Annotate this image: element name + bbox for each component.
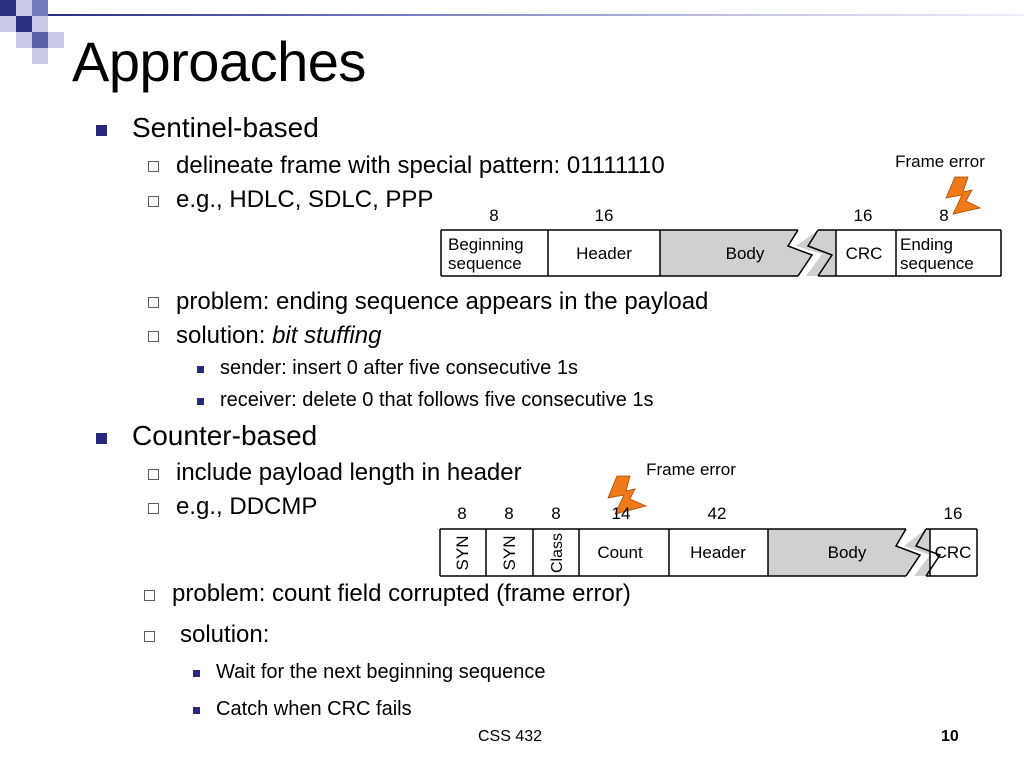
- counter-item-examples: e.g., DDCMP: [176, 493, 318, 520]
- bits-syn2: 8: [504, 504, 514, 523]
- field-begin-line1: Beginning: [448, 235, 524, 254]
- bits-header: 16: [594, 206, 614, 225]
- sentinel-item-pattern: delineate frame with special pattern: 01111110: [176, 152, 665, 179]
- heading-sentinel: Sentinel-based: [132, 112, 319, 143]
- page-number: 10: [941, 728, 959, 745]
- bits-begin: 8: [489, 206, 499, 225]
- counter-item-length: include payload length in header: [176, 459, 522, 486]
- frame-error-label: Frame error: [646, 460, 736, 479]
- heading-counter: Counter-based: [132, 420, 318, 451]
- bits-crc: 16: [853, 206, 873, 225]
- field-crc: CRC: [845, 244, 883, 263]
- field-begin-line2: sequence: [448, 254, 522, 273]
- field-class: Class: [549, 532, 566, 574]
- sentinel-item-examples: e.g., HDLC, SDLC, PPP: [176, 186, 434, 213]
- bits-crc: 16: [943, 504, 963, 523]
- counter-solution-crc: Catch when CRC fails: [216, 698, 412, 720]
- bits-class: 8: [551, 504, 561, 523]
- field-body: Body: [725, 244, 765, 263]
- counter-item-solution: solution:: [180, 621, 270, 648]
- field-header: Header: [576, 244, 632, 263]
- field-count: Count: [597, 543, 643, 562]
- sentinel-solution-sender: sender: insert 0 after five consecutive 1s: [220, 357, 578, 379]
- field-syn1: SYN: [453, 535, 472, 571]
- counter-solution-wait: Wait for the next beginning sequence: [216, 661, 546, 683]
- field-end-line1: Ending: [900, 235, 953, 254]
- bits-header: 42: [707, 504, 727, 523]
- sentinel-solution-receiver: receiver: delete 0 that follows five consecutive 1s: [220, 389, 654, 411]
- field-syn2: SYN: [500, 535, 519, 571]
- solution-prefix: solution:: [176, 322, 273, 349]
- sentinel-item-problem: problem: ending sequence appears in the payload: [176, 288, 709, 315]
- field-crc: CRC: [934, 543, 972, 562]
- solution-emphasis: bit stuffing: [272, 322, 382, 349]
- bits-syn1: 8: [457, 504, 467, 523]
- slide-title: Approaches: [72, 30, 366, 93]
- field-end-line2: sequence: [900, 254, 974, 273]
- counter-item-problem: problem: count field corrupted (frame error): [172, 580, 631, 607]
- footer-course: CSS 432: [478, 728, 543, 745]
- field-body: Body: [827, 543, 867, 562]
- field-header: Header: [690, 543, 746, 562]
- bits-count: 14: [611, 504, 631, 523]
- bits-end: 8: [939, 206, 949, 225]
- frame-error-label: Frame error: [895, 152, 985, 171]
